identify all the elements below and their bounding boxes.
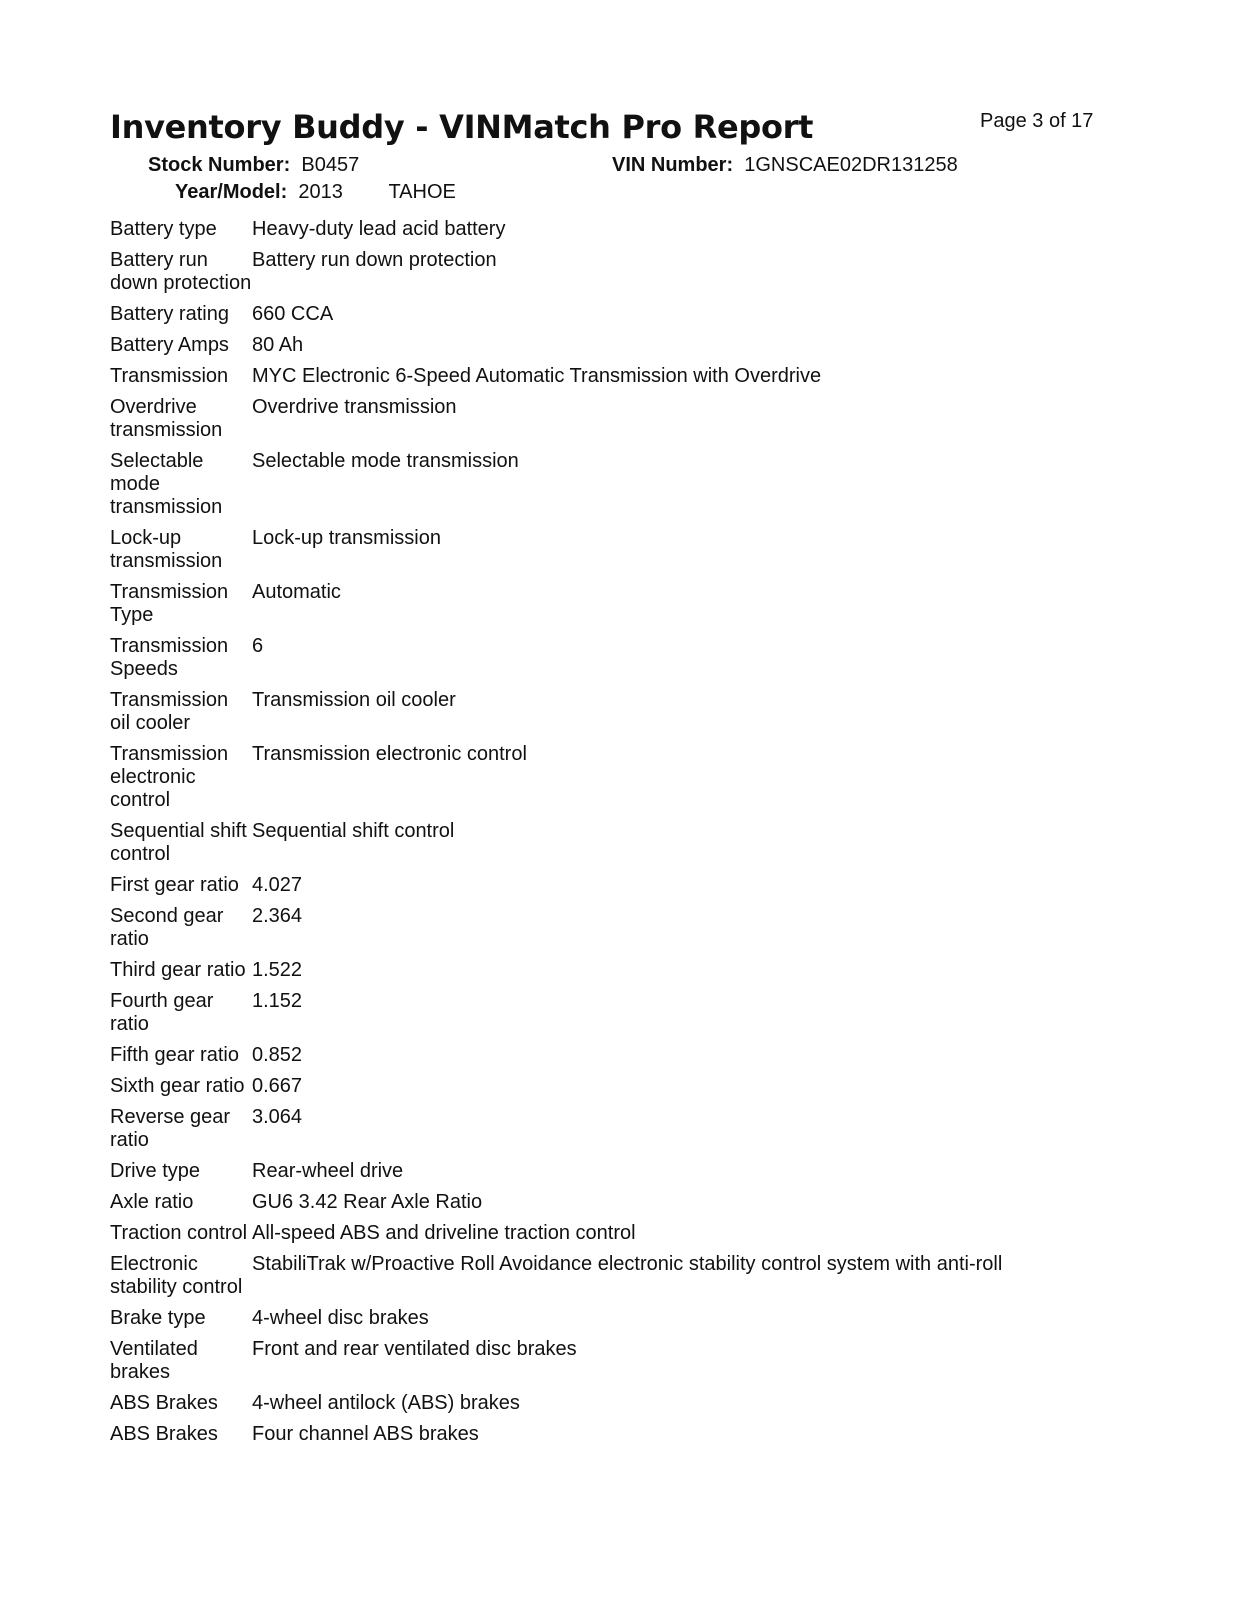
stock-number-label: Stock Number: [148,154,291,176]
year-value: 2013 [298,181,343,203]
spec-value: MYC Electronic 6-Speed Automatic Transmission with Overdrive [252,365,822,387]
spec-row [110,326,1110,357]
vin-number-value: 1GNSCAE02DR131258 [744,154,958,176]
vin-number-row [612,154,958,177]
spec-row [110,1245,1110,1299]
spec-label: Fourth gear ratio [110,990,214,1035]
spec-value: Front and rear ventilated disc brakes [252,1338,577,1360]
spec-value: Sequential shift control [252,820,455,842]
spec-label: Drive type [110,1160,201,1182]
spec-value: 4-wheel antilock (ABS) brakes [252,1392,520,1414]
spec-row [110,357,1110,388]
spec-label: ABS Brakes [110,1423,218,1445]
spec-row [110,1183,1110,1214]
spec-row [110,1152,1110,1183]
spec-row [110,241,1110,295]
spec-value: Battery run down protection [252,249,497,271]
spec-label: Transmission electronic control [110,743,229,811]
spec-label: Battery Amps [110,334,229,356]
spec-row [110,295,1110,326]
spec-value: Automatic [252,581,341,603]
spec-value: 80 Ah [252,334,304,356]
spec-row [110,442,1110,519]
spec-label: Selectable mode transmission [110,450,223,518]
spec-label: Lock-up transmission [110,527,223,572]
spec-label: Sixth gear ratio [110,1075,245,1097]
spec-row [110,1214,1110,1245]
spec-label: Transmission Type [110,581,229,626]
spec-value: Selectable mode transmission [252,450,519,472]
spec-row [110,1330,1110,1384]
spec-row [110,1067,1110,1098]
spec-value: 4-wheel disc brakes [252,1307,429,1329]
spec-value: 1.522 [252,959,303,981]
spec-value: 2.364 [252,905,303,927]
vin-number-label: VIN Number: [612,154,734,176]
spec-value: Heavy-duty lead acid battery [252,218,506,240]
spec-label: Overdrive transmission [110,396,223,441]
spec-label: Third gear ratio [110,959,246,981]
spec-value: 3.064 [252,1106,303,1128]
spec-label: Axle ratio [110,1191,194,1213]
spec-label: Fifth gear ratio [110,1044,239,1066]
spec-row [110,388,1110,442]
spec-row [110,735,1110,812]
spec-label: Reverse gear ratio [110,1106,231,1151]
spec-value: 6 [252,635,264,657]
spec-label: Ventilated brakes [110,1338,198,1383]
report-title: Inventory Buddy - VINMatch Pro Report [110,108,814,146]
spec-label: Battery run down protection [110,249,252,294]
spec-label: ABS Brakes [110,1392,218,1414]
spec-label: Traction control [110,1222,248,1244]
stock-number-value: B0457 [301,154,360,176]
spec-label: Brake type [110,1307,206,1329]
spec-table [110,218,1110,1446]
spec-value: 1.152 [252,990,303,1012]
model-value: TAHOE [388,181,456,203]
spec-value: Overdrive transmission [252,396,457,418]
spec-label: Second gear ratio [110,905,224,950]
spec-row [110,982,1110,1036]
spec-row [110,1036,1110,1067]
spec-label: Transmission Speeds [110,635,229,680]
spec-value: Four channel ABS brakes [252,1423,479,1445]
stock-number-row [148,154,359,177]
spec-row [110,627,1110,681]
spec-label: Transmission [110,365,229,387]
spec-row [110,866,1110,897]
spec-label: Electronic stability control [110,1253,243,1298]
spec-value: All-speed ABS and driveline traction control [252,1222,636,1244]
spec-value: 4.027 [252,874,303,896]
spec-label: First gear ratio [110,874,239,896]
spec-label: Battery rating [110,303,229,325]
spec-label: Sequential shift control [110,820,247,865]
spec-row [110,1098,1110,1152]
spec-value: Rear-wheel drive [252,1160,404,1182]
spec-value: GU6 3.42 Rear Axle Ratio [252,1191,483,1213]
year-model-row [175,181,456,204]
spec-row [110,951,1110,982]
spec-row [110,1415,1110,1446]
spec-row [110,1384,1110,1415]
spec-value: 0.667 [252,1075,303,1097]
page-number: Page 3 of 17 [980,110,1094,132]
spec-row [110,1299,1110,1330]
year-model-label: Year/Model: [175,181,288,203]
spec-value: 660 CCA [252,303,334,325]
spec-value: Transmission electronic control [252,743,527,765]
spec-row [110,681,1110,735]
spec-value: Lock-up transmission [252,527,441,549]
spec-row [110,812,1110,866]
spec-value: Transmission oil cooler [252,689,456,711]
spec-row [110,519,1110,573]
spec-value: StabiliTrak w/Proactive Roll Avoidance electronic stability control system with anti-roll [252,1253,1003,1275]
spec-value: 0.852 [252,1044,303,1066]
spec-label: Battery type [110,218,217,240]
spec-row [110,218,1110,241]
spec-row [110,573,1110,627]
spec-label: Transmission oil cooler [110,689,229,734]
spec-row [110,897,1110,951]
